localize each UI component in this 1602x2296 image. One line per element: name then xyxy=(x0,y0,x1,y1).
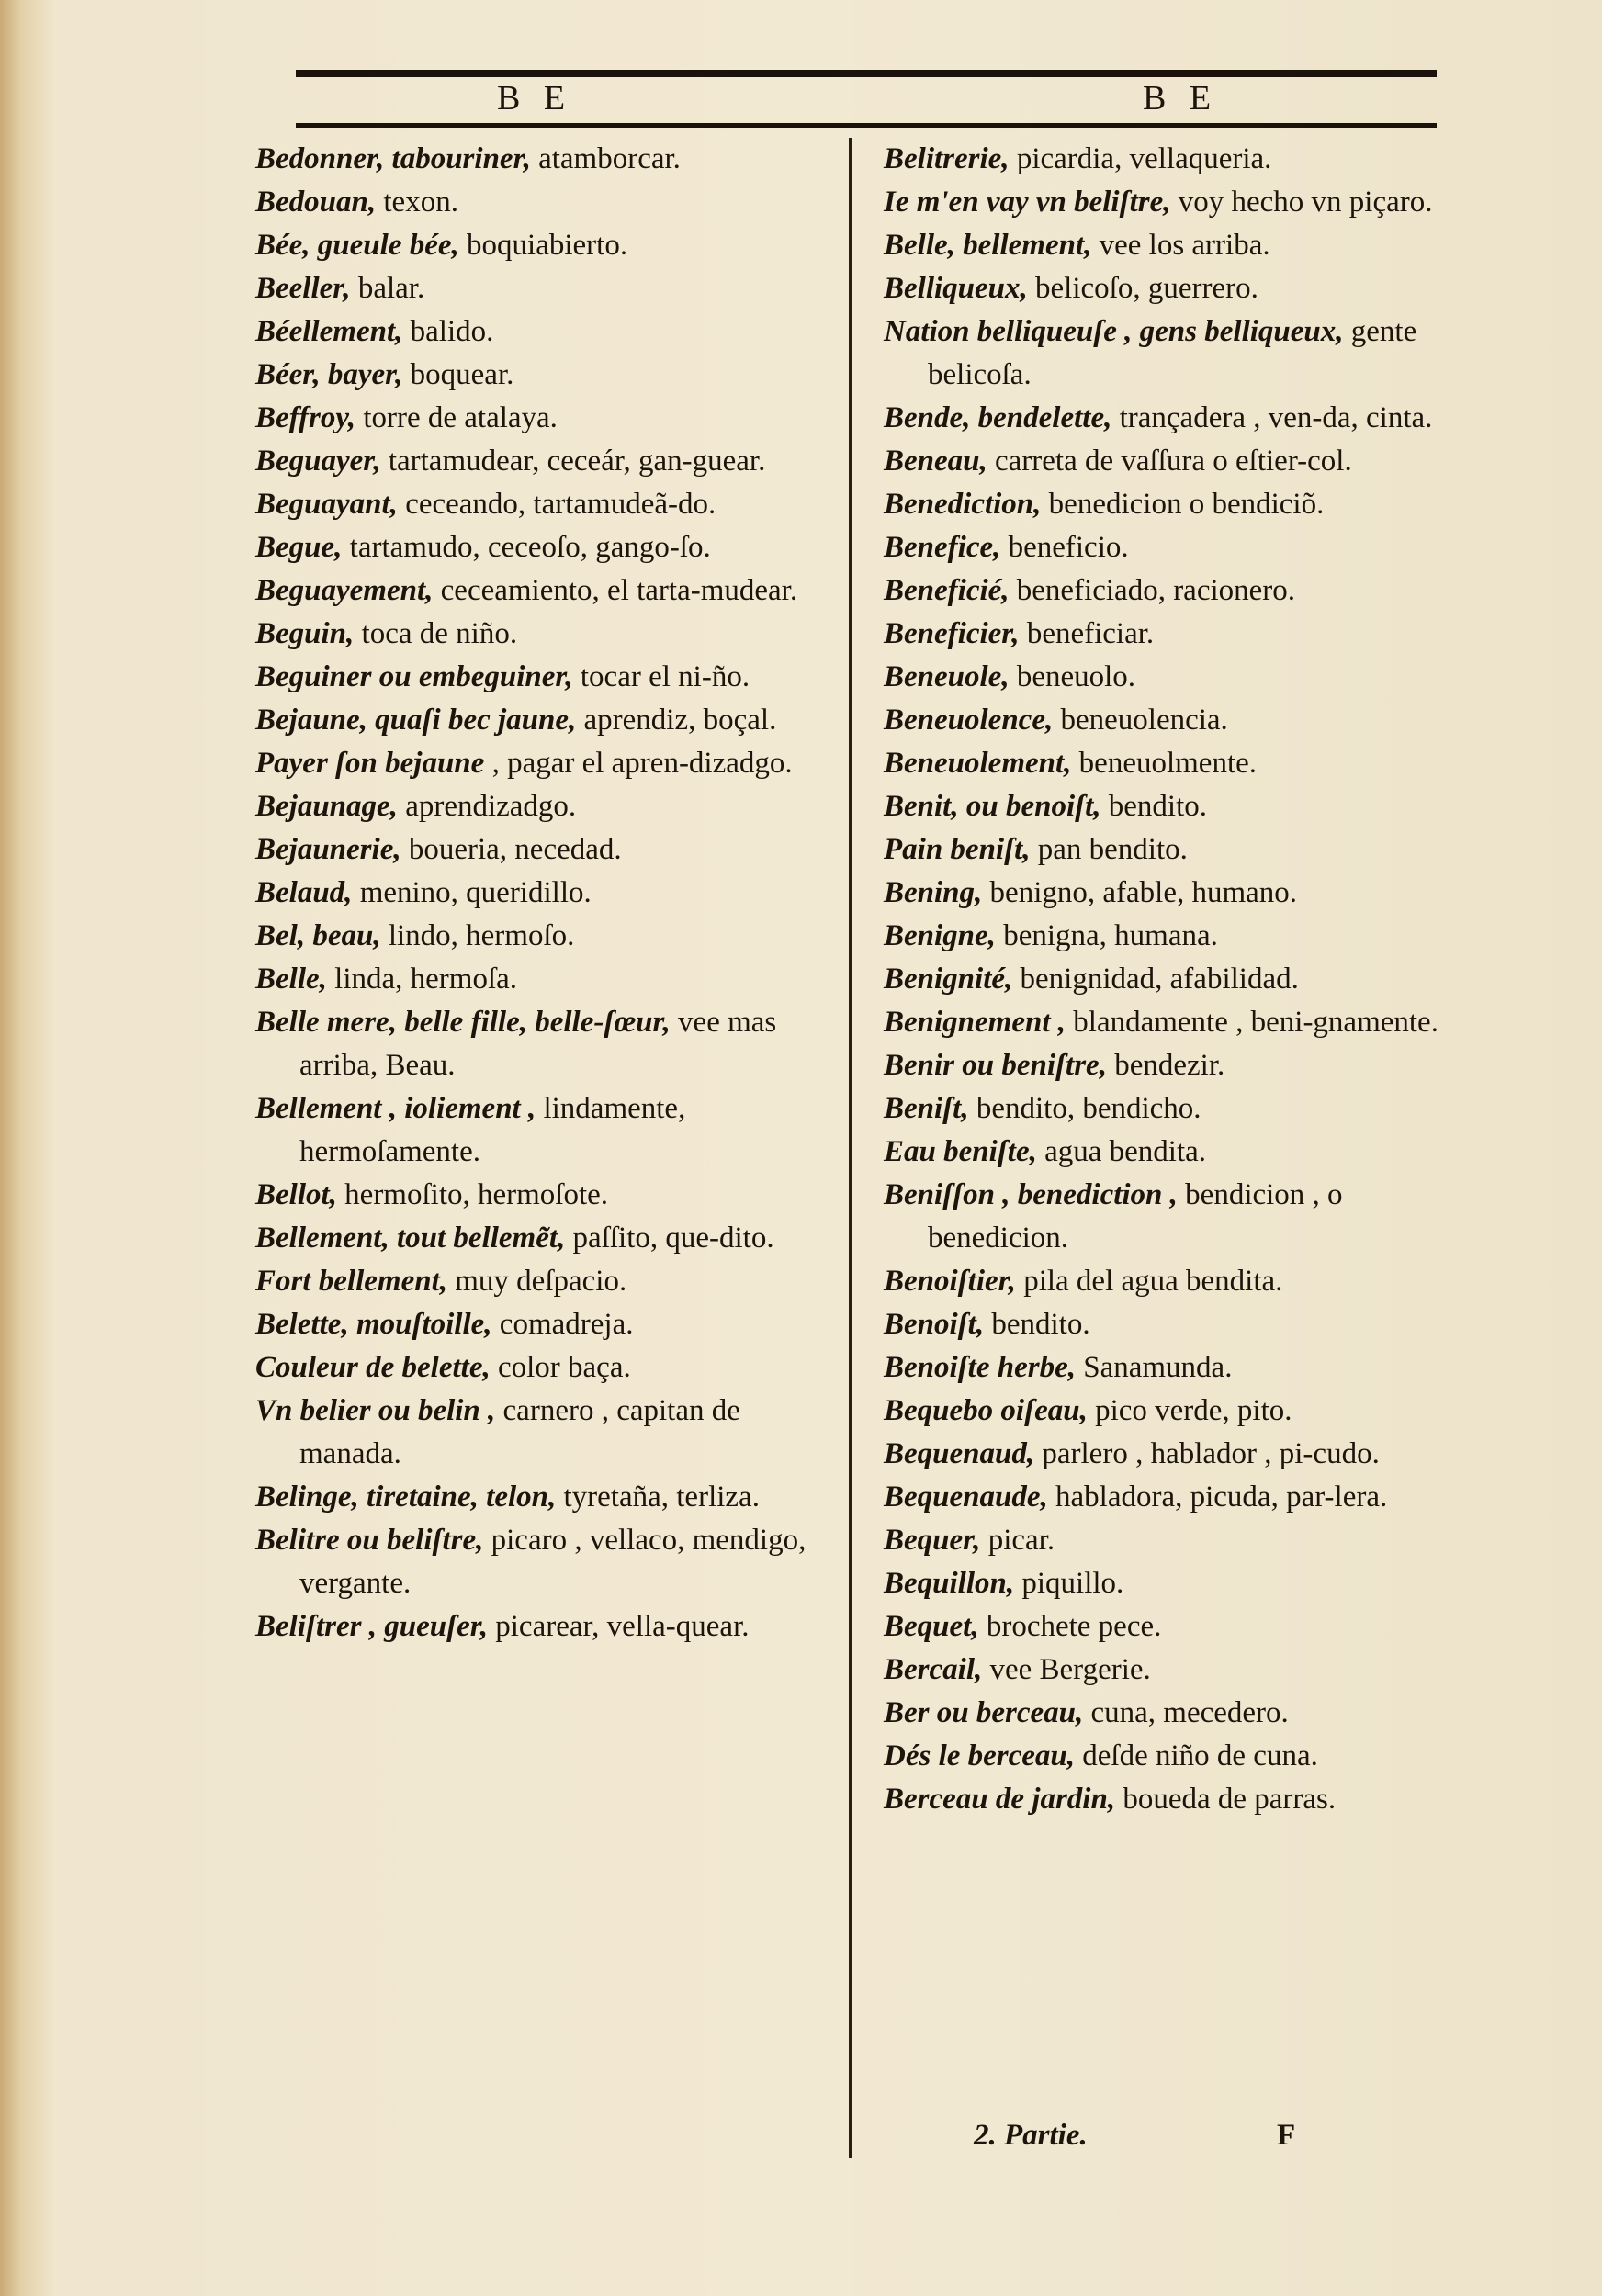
entry-translation: Sanamunda. xyxy=(1075,1351,1233,1384)
entry-headword: Fort bellement, xyxy=(255,1265,447,1298)
entry-translation: bendito. xyxy=(984,1308,1090,1341)
entry-translation: pan bendito. xyxy=(1030,833,1188,866)
entry-headword: Benoiſt, xyxy=(884,1308,985,1341)
entry-translation: aprendizadgo. xyxy=(397,790,577,823)
entry-translation: cuna, mecedero. xyxy=(1083,1696,1289,1729)
entry-translation: gente belicoſa. xyxy=(928,315,1417,391)
entry-translation: beneficiado, racionero. xyxy=(1009,574,1296,607)
entry-headword: Bellement, tout bellemẽt, xyxy=(255,1221,566,1255)
dictionary-entry xyxy=(884,1605,1453,1649)
dictionary-entry xyxy=(255,1519,832,1605)
dictionary-entry xyxy=(255,1605,832,1649)
entry-headword: Beeller, xyxy=(255,272,351,305)
entry-translation: bendicion , o benedicion. xyxy=(928,1178,1343,1255)
dictionary-entry xyxy=(884,1044,1453,1087)
entry-translation: benigna, humana. xyxy=(995,919,1218,952)
left-running-head: B E xyxy=(496,79,573,118)
entry-translation: texon. xyxy=(376,186,458,219)
entry-headword: Bejaunage, xyxy=(255,790,398,823)
entry-translation: beneuolo. xyxy=(1009,660,1136,693)
entry-translation: comadreja. xyxy=(491,1308,634,1341)
entry-translation: vee los arriba. xyxy=(1091,229,1270,262)
entry-translation: blandamente , beni-gnamente. xyxy=(1066,1006,1438,1039)
entry-headword: Bequenaud, xyxy=(884,1437,1035,1470)
entry-headword: Bedonner, tabouriner, xyxy=(255,142,531,175)
entry-translation: picardia, vellaqueria. xyxy=(1009,142,1272,175)
dictionary-entry xyxy=(255,1260,832,1303)
entry-translation: tartamudo, ceceoſo, gango-ſo. xyxy=(342,531,711,564)
dictionary-entry xyxy=(884,1649,1453,1692)
entry-translation: beneuolencia. xyxy=(1053,703,1228,737)
entry-headword: Benediction, xyxy=(884,488,1042,521)
dictionary-entry xyxy=(255,483,832,526)
entry-headword: Bende, bendelette, xyxy=(884,401,1112,434)
left-column xyxy=(255,138,832,2131)
dictionary-entry xyxy=(884,138,1453,181)
entry-translation: menino, queridillo. xyxy=(352,876,592,909)
dictionary-entry xyxy=(884,1778,1453,1821)
entry-translation: brochete pece. xyxy=(978,1610,1162,1643)
dictionary-entry xyxy=(884,785,1453,828)
entry-translation: vee mas arriba, Beau. xyxy=(299,1006,777,1082)
entry-translation: carreta de vaſſura o eſtier-col. xyxy=(987,445,1352,478)
header-subrule xyxy=(296,123,1437,128)
dictionary-entry xyxy=(884,1692,1453,1735)
entry-headword: Benoiſtier, xyxy=(884,1265,1016,1298)
entry-translation: picaro , vellaco, mendigo, vergante. xyxy=(299,1524,807,1600)
dictionary-entry xyxy=(255,1217,832,1260)
dictionary-entry xyxy=(255,267,832,310)
dictionary-entry xyxy=(884,958,1453,1001)
entry-translation: picar. xyxy=(980,1524,1055,1557)
dictionary-entry xyxy=(884,1346,1453,1390)
dictionary-entry xyxy=(255,828,832,872)
entry-headword: Benoiſte herbe, xyxy=(884,1351,1076,1384)
dictionary-entry xyxy=(255,785,832,828)
dictionary-entry xyxy=(255,613,832,656)
entry-headword: Belle mere, belle fille, belle-ſœur, xyxy=(255,1006,671,1039)
entry-headword: Benignement , xyxy=(884,1006,1066,1039)
entry-translation: vee Bergerie. xyxy=(982,1653,1151,1686)
dictionary-entry xyxy=(255,181,832,224)
dictionary-entry xyxy=(255,699,832,742)
entry-headword: Beneficier, xyxy=(884,617,1020,650)
entry-headword: Benir ou beniſtre, xyxy=(884,1049,1107,1082)
entry-translation: boquear. xyxy=(402,358,514,391)
dictionary-entry xyxy=(255,1476,832,1519)
dictionary-entry xyxy=(884,1476,1453,1519)
dictionary-entry xyxy=(884,224,1453,267)
entry-headword: Bée, gueule bée, xyxy=(255,229,459,262)
dictionary-entry xyxy=(255,742,832,785)
entry-headword: Bejaunerie, xyxy=(255,833,401,866)
dictionary-entry xyxy=(255,1174,832,1217)
dictionary-entry xyxy=(884,1174,1453,1260)
entry-translation: hermoſito, hermoſote. xyxy=(336,1178,609,1211)
entry-headword: Bellot, xyxy=(255,1178,337,1211)
entry-headword: Beneuolement, xyxy=(884,747,1072,780)
entry-translation: trançadera , ven-da, cinta. xyxy=(1111,401,1433,434)
entry-headword: Bequebo oiſeau, xyxy=(884,1394,1088,1427)
entry-headword: Beguayer, xyxy=(255,445,381,478)
dictionary-entry xyxy=(255,569,832,613)
entry-headword: Begue, xyxy=(255,531,343,564)
entry-translation: agua bendita. xyxy=(1036,1135,1207,1168)
entry-headword: Beffroy, xyxy=(255,401,356,434)
entry-translation: deſde niño de cuna. xyxy=(1075,1739,1318,1773)
entry-translation: bendito. xyxy=(1100,790,1208,823)
entry-headword: Beneuolence, xyxy=(884,703,1054,737)
entry-translation: lindo, hermoſo. xyxy=(380,919,575,952)
entry-headword: Béellement, xyxy=(255,315,403,348)
part-label: 2. Partie. xyxy=(974,2119,1088,2152)
dictionary-entry xyxy=(884,1433,1453,1476)
entry-translation: boueria, necedad. xyxy=(400,833,622,866)
entry-headword: Benignité, xyxy=(884,962,1013,996)
dictionary-entry xyxy=(884,656,1453,699)
entry-translation: ceceamiento, el tarta-mudear. xyxy=(433,574,798,607)
dictionary-entry xyxy=(255,1390,832,1476)
entry-headword: Eau beniſte, xyxy=(884,1135,1037,1168)
entry-headword: Ber ou berceau, xyxy=(884,1696,1084,1729)
dictionary-entry xyxy=(884,1303,1453,1346)
entry-translation: voy hecho vn piçaro. xyxy=(1170,186,1433,219)
entry-translation: boquiabierto. xyxy=(458,229,628,262)
dictionary-entry xyxy=(884,1087,1453,1131)
entry-translation: tocar el ni-ño. xyxy=(572,660,750,693)
entry-headword: Bening, xyxy=(884,876,983,909)
entry-translation: pila del agua bendita. xyxy=(1015,1265,1283,1298)
entry-translation: boueda de parras. xyxy=(1115,1783,1337,1816)
entry-headword: Belliqueux, xyxy=(884,272,1028,305)
entry-translation: pico verde, pito. xyxy=(1087,1394,1292,1427)
entry-translation: benedicion o bendiciõ. xyxy=(1041,488,1325,521)
entry-headword: Payer ſon bejaune xyxy=(255,747,485,780)
dictionary-entry xyxy=(255,958,832,1001)
entry-headword: Beliſtrer , gueuſer, xyxy=(255,1610,488,1643)
dictionary-entry xyxy=(255,224,832,267)
dictionary-entry xyxy=(884,440,1453,483)
entry-translation: paſſito, que-dito. xyxy=(565,1221,774,1255)
dictionary-entry xyxy=(255,310,832,354)
entry-headword: Nation belliqueuſe , gens belliqueux, xyxy=(884,315,1344,348)
entry-headword: Dés le berceau, xyxy=(884,1739,1076,1773)
entry-headword: Belinge, tiretaine, telon, xyxy=(255,1480,557,1514)
signature-mark: F xyxy=(1277,2119,1296,2152)
entry-headword: Beneuole, xyxy=(884,660,1010,693)
dictionary-entry xyxy=(255,1303,832,1346)
dictionary-entry xyxy=(884,613,1453,656)
dictionary-entry xyxy=(255,138,832,181)
entry-translation: atamborcar. xyxy=(530,142,681,175)
entry-headword: Beneau, xyxy=(884,445,987,478)
dictionary-entry xyxy=(884,397,1453,440)
entry-translation: balido. xyxy=(402,315,494,348)
dictionary-entry xyxy=(255,872,832,915)
dictionary-entry xyxy=(884,483,1453,526)
entry-headword: Benigne, xyxy=(884,919,996,952)
dictionary-entry xyxy=(255,1087,832,1174)
dictionary-entry xyxy=(884,1131,1453,1174)
entry-headword: Bequet, xyxy=(884,1610,979,1643)
entry-translation: aprendiz, boçal. xyxy=(576,703,777,737)
dictionary-entry xyxy=(884,1001,1453,1044)
entry-translation: tyretaña, terliza. xyxy=(556,1480,760,1514)
entry-translation: toca de niño. xyxy=(354,617,518,650)
entry-headword: Bedouan, xyxy=(255,186,377,219)
entry-headword: Belle, bellement, xyxy=(884,229,1092,262)
dictionary-entry xyxy=(884,267,1453,310)
dictionary-entry xyxy=(255,440,832,483)
entry-headword: Beguin, xyxy=(255,617,355,650)
dictionary-entry xyxy=(884,526,1453,569)
dictionary-entry xyxy=(884,181,1453,224)
entry-translation: ceceando, tartamudeã-do. xyxy=(397,488,716,521)
entry-translation: balar. xyxy=(350,272,425,305)
entry-headword: Vn belier ou belin , xyxy=(255,1394,496,1427)
entry-headword: Bercail, xyxy=(884,1653,983,1686)
entry-headword: Belitrerie, xyxy=(884,142,1010,175)
right-column xyxy=(884,138,1453,2131)
dictionary-entry xyxy=(255,1001,832,1087)
entry-headword: Belaud, xyxy=(255,876,353,909)
dictionary-entry xyxy=(255,915,832,958)
entry-translation: muy deſpacio. xyxy=(447,1265,627,1298)
entry-translation: benigno, afable, humano. xyxy=(982,876,1298,909)
entry-headword: Béer, bayer, xyxy=(255,358,403,391)
entry-translation: benignidad, afabilidad. xyxy=(1012,962,1299,996)
entry-translation: habladora, picuda, par-lera. xyxy=(1047,1480,1388,1514)
dictionary-entry xyxy=(884,1519,1453,1562)
dictionary-entry xyxy=(884,569,1453,613)
entry-headword: Bequillon, xyxy=(884,1567,1015,1600)
entry-headword: Benit, ou benoiſt, xyxy=(884,790,1101,823)
dictionary-entry xyxy=(884,310,1453,397)
dictionary-entry xyxy=(884,699,1453,742)
entry-headword: Bellement , ioliement , xyxy=(255,1092,536,1125)
entry-translation: linda, hermoſa. xyxy=(326,962,518,996)
entry-headword: Bequer, xyxy=(884,1524,981,1557)
entry-headword: Beniſt, xyxy=(884,1092,969,1125)
dictionary-entry xyxy=(884,1735,1453,1778)
entry-translation: torre de atalaya. xyxy=(355,401,558,434)
entry-headword: Belle, xyxy=(255,962,327,996)
entry-headword: Bejaune, quaſi bec jaune, xyxy=(255,703,577,737)
entry-translation: color baça. xyxy=(490,1351,631,1384)
entry-translation: belicoſo, guerrero. xyxy=(1027,272,1258,305)
entry-headword: Beneficié, xyxy=(884,574,1010,607)
entry-translation: beneuolmente. xyxy=(1071,747,1258,780)
dictionary-entry xyxy=(884,872,1453,915)
entry-translation: , pagar el apren-dizadgo. xyxy=(484,747,793,780)
dictionary-entry xyxy=(884,915,1453,958)
entry-headword: Beniſſon , benediction , xyxy=(884,1178,1178,1211)
dictionary-entry xyxy=(884,828,1453,872)
dictionary-entry xyxy=(884,742,1453,785)
dictionary-entry xyxy=(255,354,832,397)
entry-headword: Pain beniſt, xyxy=(884,833,1031,866)
page-footer xyxy=(955,2112,1433,2158)
entry-translation: beneficiar. xyxy=(1019,617,1155,650)
entry-headword: Beguayant, xyxy=(255,488,398,521)
right-running-head: B E xyxy=(1142,79,1219,118)
entry-translation: carnero , capitan de manada. xyxy=(299,1394,740,1470)
dictionary-entry xyxy=(884,1562,1453,1605)
entry-translation: picarear, vella-quear. xyxy=(488,1610,750,1643)
entry-headword: Bel, beau, xyxy=(255,919,381,952)
dictionary-entry xyxy=(884,1260,1453,1303)
entry-translation: bendezir. xyxy=(1106,1049,1225,1082)
dictionary-entry xyxy=(255,656,832,699)
entry-translation: parlero , hablador , pi-cudo. xyxy=(1034,1437,1380,1470)
dictionary-entry xyxy=(884,1390,1453,1433)
entry-headword: Belitre ou beliſtre, xyxy=(255,1524,484,1557)
dictionary-entry xyxy=(255,1346,832,1390)
entry-translation: tartamudear, ceceár, gan-guear. xyxy=(380,445,766,478)
entry-headword: Ie m'en vay vn beliſtre, xyxy=(884,186,1171,219)
entry-headword: Beguayement, xyxy=(255,574,434,607)
entry-headword: Belette, mouſtoille, xyxy=(255,1308,492,1341)
entry-headword: Bequenaude, xyxy=(884,1480,1048,1514)
entry-translation: bendito, bendicho. xyxy=(968,1092,1202,1125)
entry-headword: Berceau de jardin, xyxy=(884,1783,1116,1816)
dictionary-entry xyxy=(255,397,832,440)
dictionary-entry xyxy=(255,526,832,569)
column-divider xyxy=(849,138,852,2158)
entry-headword: Benefice, xyxy=(884,531,1001,564)
entry-headword: Beguiner ou embeguiner, xyxy=(255,660,573,693)
entry-translation: piquillo. xyxy=(1014,1567,1124,1600)
entry-translation: beneficio. xyxy=(1000,531,1129,564)
entry-headword: Couleur de belette, xyxy=(255,1351,491,1384)
entry-translation: lindamente, hermoſamente. xyxy=(299,1092,686,1168)
